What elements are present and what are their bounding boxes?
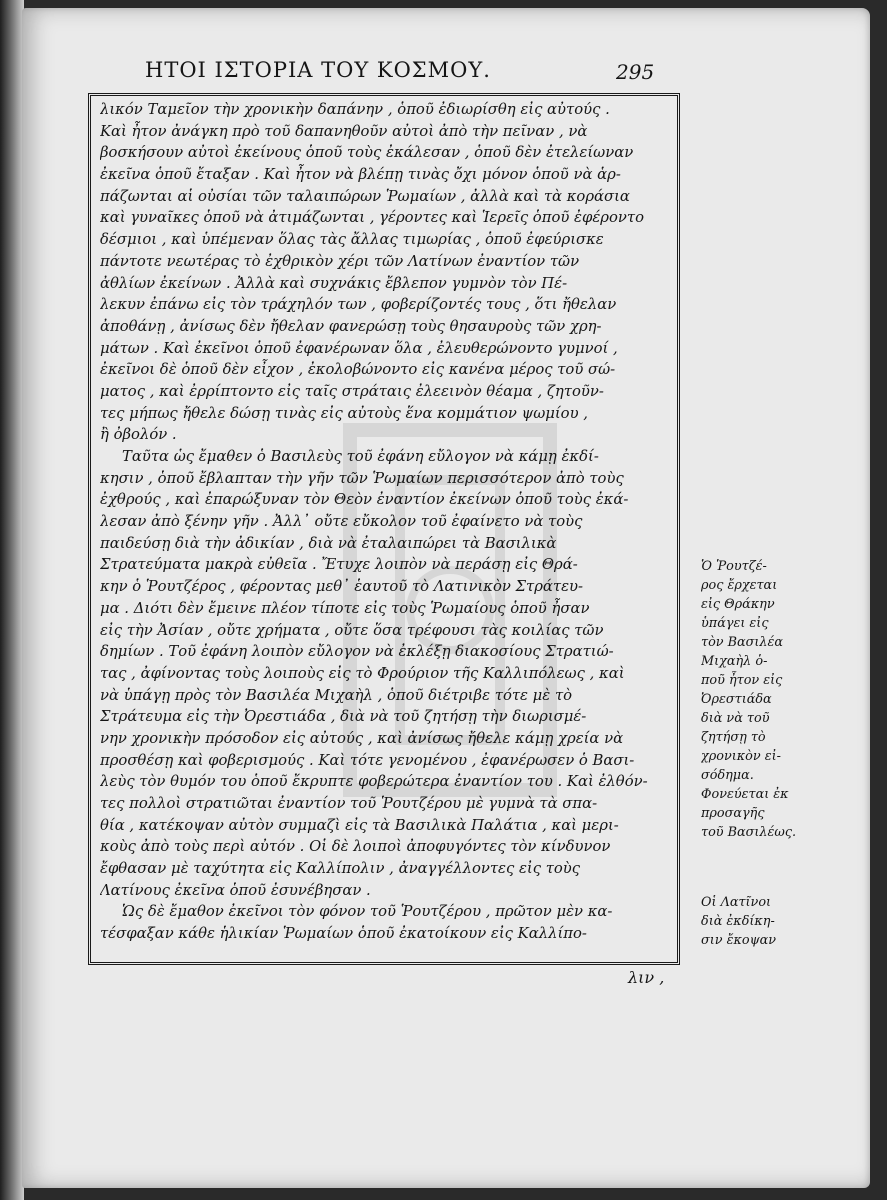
margin-note-line: σιν ἔκοψαν (701, 933, 777, 948)
margin-note-line: Οἱ Λατῖνοι (701, 895, 772, 910)
margin-note-rutzer (701, 557, 811, 842)
text-line: καὶ γυναῖκες ὁποῦ νὰ ἀτιμάζωνται , γέροντες καὶ Ἱερεῖς ὁποῦ ἐφέροντο (100, 209, 644, 227)
margin-note-line: ὑπάγει εἰς (701, 616, 769, 631)
margin-note-line: χρονικὸν εἰ- (701, 749, 781, 764)
margin-note-line: διὰ νὰ τοῦ (701, 711, 770, 726)
text-line: προσθέσῃ καὶ φοβερισμούς . Καὶ τότε γενομένου , ἐφανέρωσεν ὁ Βασι- (100, 751, 635, 769)
text-line: ἀποθάνῃ , ἀνίσως δὲν ἤθελαν φανερώσῃ τοὺς θησαυροὺς τῶν χρη- (100, 317, 602, 335)
text-line: λικόν Ταμεῖον τὴν χρονικὴν δαπάνην , ὁποῦ ἐδιωρίσθη εἰς αὐτούς . (100, 101, 610, 118)
text-line: παιδεύσῃ διὰ τὴν ἀδικίαν , διὰ νὰ ἐταλαιπώρει τὰ Βασιλικὰ (100, 534, 557, 552)
main-text-block (100, 99, 674, 945)
text-line: Καὶ ἦτον ἀνάγκη πρὸ τοῦ δαπανηθοῦν αὐτοὶ ἀπὸ τὴν πεῖναν , νὰ (100, 122, 588, 140)
catchword: λιν , (628, 968, 665, 987)
text-line: Στρατεύματα μακρὰ εὐθεῖα . Ἔτυχε λοιπὸν νὰ περάσῃ εἰς Θρά- (100, 556, 578, 574)
text-line: τας , ἀφίνοντας τοὺς λοιποὺς εἰς τὸ Φρούριον τῆς Καλλιπόλεως , καὶ (100, 664, 625, 682)
text-line: Ταῦτα ὡς ἔμαθεν ὁ Βασιλεὺς τοῦ ἐφάνη εὔλογον νὰ κάμῃ ἐκδί- (122, 448, 599, 465)
text-line: τες μήπως ἤθελε δώσῃ τινὰς εἰς αὐτοὺς ἕνα κομμάτιον ψωμίου , (100, 404, 588, 422)
margin-note-line: Μιχαὴλ ὁ- (701, 654, 768, 669)
margin-note-line: Φονεύεται ἐκ (701, 787, 789, 802)
text-line: ἐκεῖνα ὁποῦ ἔταξαν . Καὶ ἦτον νὰ βλέπῃ τινὰς ὄχι μόνον ὁποῦ νὰ ἁρ- (100, 166, 621, 184)
margin-note-line: τοῦ Βασιλέως. (701, 825, 797, 840)
text-line: λεὺς τὸν θυμόν του ὁποῦ ἔκρυπτε φοβερώτερα ἐναντίον του . Καὶ ἐλθόν- (100, 773, 648, 791)
text-line: κησιν , ὁποῦ ἔβλαπταν τὴν γῆν τῶν Ῥωμαίων περισσότερον ἀπὸ τοὺς (100, 469, 624, 487)
margin-note-line: Ὁ Ῥουτζέ- (701, 559, 767, 574)
running-title: ΗΤΟΙ ΙΣΤΟΡΙΑ ΤΟΥ ΚΟΣΜΟΥ. (145, 58, 491, 82)
text-line: δημίων . Τοῦ ἐφάνη λοιπὸν εὔλογον νὰ ἐκλέξῃ διακοσίους Στρατιώ- (100, 643, 614, 661)
text-line: κην ὁ Ῥουτζέρος , φέροντας μεθ᾽ ἑαυτοῦ τὸ Λατινικὸν Στράτευ- (100, 578, 584, 596)
text-line: κοὺς ἀπὸ τοὺς περὶ αὐτόν . Οἱ δὲ λοιποὶ ἀποφυγόντες τὸν κίνδυνον (100, 838, 611, 856)
text-line: Ὡς δὲ ἔμαθον ἐκεῖνοι τὸν φόνον τοῦ Ῥουτζέρου , πρῶτον μὲν κα- (122, 903, 613, 921)
text-line: λεσαν ἀπὸ ξένην γῆν . Ἀλλ᾽ οὔτε εὔκολον τοῦ ἐφαίνετο νὰ τοὺς (100, 513, 583, 531)
text-line: τέσφαξαν κάθε ἡλικίαν Ῥωμαίων ὁποῦ ἐκατοίκουν εἰς Καλλίπο- (100, 925, 587, 943)
text-line: λεκυν ἐπάνω εἰς τὸν τράχηλόν των , φοβερίζοντές τους , ὅτι ἤθελαν (100, 296, 617, 314)
margin-note-latins (701, 893, 811, 950)
text-line: βοσκήσουν αὐτοὶ ἐκείνους ὁποῦ τοὺς ἐκάλεσαν , ὁποῦ δὲν ἐτελείωναν (100, 144, 634, 162)
text-line: δέσμιοι , καὶ ὑπέμεναν ὅλας τὰς ἄλλας τιμωρίας , ὁποῦ ἐφεύρισκε (100, 231, 604, 249)
margin-note-line: σόδημα. (701, 768, 754, 783)
page-number: 295 (616, 60, 655, 84)
text-line: μάτων . Καὶ ἐκεῖνοι ὁποῦ ἐφανέρωναν ὅλα , ἐλευθερώνοντο γυμνοί , (100, 339, 618, 357)
margin-note-line: Ὀρεστιάδα (701, 692, 772, 707)
text-line: ἀθλίων ἐκείνων . Ἀλλὰ καὶ συχνάκις ἔβλεπον γυμνὸν τὸν Πέ- (100, 274, 568, 292)
text-line: ἐκεῖνοι δὲ ὁποῦ δὲν εἶχον , ἐκολοβώνοντο εἰς κανένα μέρος τοῦ σώ- (100, 361, 616, 379)
margin-note-line: ρος ἔρχεται (701, 578, 778, 593)
text-line: πάντοτε νεωτέρας τὸ ἐχθρικὸν χέρι τῶν Λατίνων ἐναντίον τῶν (100, 252, 580, 270)
margin-note-line: τὸν Βασιλέα (701, 635, 784, 650)
text-line: Στράτευμα εἰς τὴν Ὀρεστιάδα , διὰ νὰ τοῦ ζητήσῃ τὴν διωρισμέ- (100, 708, 587, 726)
margin-note-line: ζητήσῃ τὸ (701, 730, 766, 745)
text-line: νην χρονικὴν πρόσοδον εἰς αὐτούς , καὶ ἀνίσως ἤθελε κάμῃ χρεία νὰ (100, 729, 624, 747)
text-line: ματος , καὶ ἐρρίπτοντο εἰς ταῖς στράταις ἐλεεινὸν θέαμα , ζητοῦν- (100, 382, 604, 400)
text-line: μα . Διότι δὲν ἔμεινε πλέον τίποτε εἰς τοὺς Ῥωμαίους ὁποῦ ἦσαν (100, 599, 590, 617)
text-line: Λατίνους ἐκεῖνα ὁποῦ ἐσυνέβησαν . (100, 881, 371, 899)
book-spine (0, 0, 24, 1200)
text-line: ἢ ὀβολόν . (100, 426, 177, 444)
margin-note-line: διὰ ἐκδίκη- (701, 914, 775, 929)
margin-note-line: εἰς Θράκην (701, 597, 775, 612)
text-line: ἐχθρούς , καὶ ἐπαρώξυναν τὸν Θεὸν ἐναντίον ἐκείνων ὁποῦ τοὺς ἐκά- (100, 491, 629, 509)
margin-note-line: προσαγῆς (701, 806, 765, 821)
text-line: εἰς τὴν Ἀσίαν , οὔτε χρήματα , οὔτε ὅσα τρέφουσι τὰς κοιλίας τῶν (100, 621, 604, 639)
text-line: πάζωνται αἱ οὐσίαι τῶν ταλαιπώρων Ῥωμαίων , ἀλλὰ καὶ τὰ κοράσια (100, 187, 630, 205)
text-line: νὰ ὑπάγῃ πρὸς τὸν Βασιλέα Μιχαὴλ , ὁποῦ διέτριβε τότε μὲ τὸ (100, 686, 573, 704)
text-line: θία , κατέκοψαν αὐτὸν συμμαζὶ εἰς τὰ Βασιλικὰ Παλάτια , καὶ μερι- (100, 816, 619, 834)
margin-note-line: ποῦ ἦτον εἰς (701, 673, 783, 688)
text-line: ἔφθασαν μὲ ταχύτητα εἰς Καλλίπολιν , ἀναγγέλλοντες εἰς τοὺς (100, 860, 581, 878)
text-line: τες πολλοὶ στρατιῶται ἐναντίον τοῦ Ῥουτζέρου μὲ γυμνὰ τὰ σπα- (100, 795, 598, 812)
